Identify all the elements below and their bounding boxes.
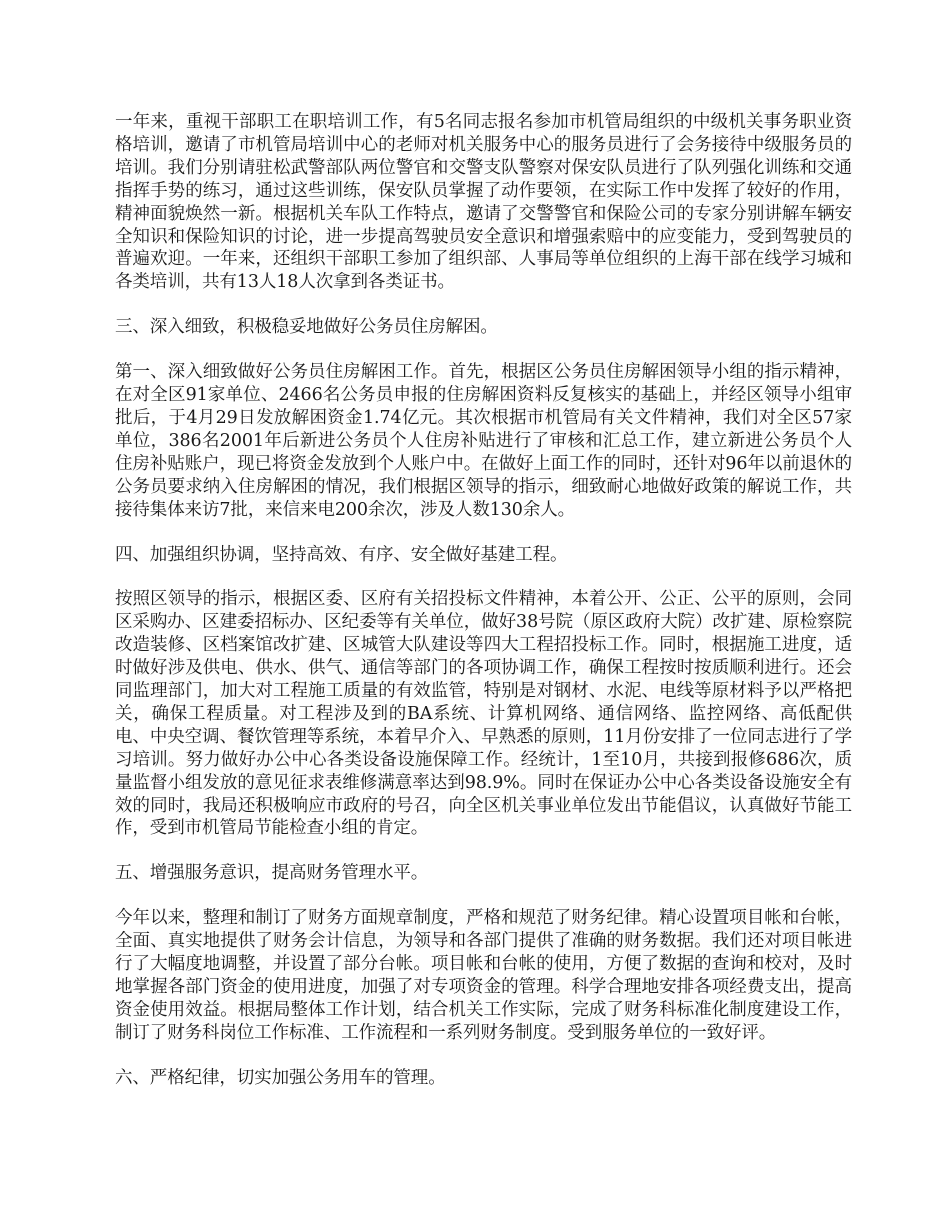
section-heading-finance: 五、增强服务意识，提高财务管理水平。 bbox=[115, 863, 429, 884]
paragraph-finance: 今年以来，整理和制订了财务方面规章制度，严格和规范了财务纪律。精心设置项目帐和台帐，全面、真实地提供了财务会计信息，为领导和各部门提供了准确的财务数据。我们还对项目帐进行了大幅度地调整，并设置了部分台帐。项目帐和台帐的使用，方便了数据的查询和校对，及时地掌握各部门资金的使用进度，加强了对专项资金的管理。科学合理地安排各项经费支出，提高资金使用效益。根据局整体工作计划，结合机关工作实际，完成了财务科标准化制度建设工作，制订了财务科岗位工作标准、工作流程和一系列财务制度。受到服务单位的一致好评。 bbox=[115, 908, 852, 1043]
section-heading-housing: 三、深入细致，积极稳妥地做好公务员住房解困。 bbox=[115, 317, 498, 338]
paragraph-housing: 第一、深入细致做好公务员住房解困工作。首先，根据区公务员住房解困领导小组的指示精神，在对全区91家单位、2466名公务员申报的住房解困资料反复核实的基础上，并经区领导小组审批后，于4月29日发放解困资金1.74亿元。其次根据市机管局有关文件精神，我们对全区57家单位，386名2001年后新进公务员个人住房补贴进行了审核和汇总工作，建立新进公务员个人住房补贴账户，现已将资金发放到个人账户中。在做好上面工作的同时，还针对96年以前退休的公务员要求纳入住房解困的情况，我们根据区领导的指示，细致耐心地做好政策的解说工作，共接待集体来访7批，来信来电200余次，涉及人数130余人。 bbox=[115, 362, 852, 520]
section-heading-vehicles: 六、严格纪律，切实加强公务用车的管理。 bbox=[115, 1067, 446, 1088]
paragraph-construction: 按照区领导的指示，根据区委、区府有关招投标文件精神，本着公开、公正、公平的原则，会同区采购办、区建委招标办、区纪委等有关单位，做好38号院（原区政府大院）改扩建、原检察院改造装修、区档案馆改扩建、区城管大队建设等四大工程招投标工作。同时，根据施工进度，适时做好涉及供电、供水、供气、通信等部门的各项协调工作，确保工程按时按质顺利进行。还会同监理部门，加大对工程施工质量的有效监管，特别是对钢材、水泥、电线等原材料予以严格把关，确保工程质量。对工程涉及到的BA系统、计算机网络、通信网络、监控网络、高低配供电、中央空调、餐饮管理等系统，本着早介入、早熟悉的原则，11月份安排了一位同志进行了学习培训。努力做好办公中心各类设备设施保障工作。经统计，1至10月，共接到报修686次，质量监督小组发放的意见征求表维修满意率达到98.9%。同时在保证办公中心各类设备设施安全有效的同时，我局还积极响应市政府的号召，向全区机关事业单位发出节能倡议，认真做好节能工作，受到市机管局节能检查小组的肯定。 bbox=[115, 589, 852, 839]
document-body bbox=[115, 111, 852, 1112]
paragraph-training: 一年来，重视干部职工在职培训工作，有5名同志报名参加市机管局组织的中级机关事务职业资格培训，邀请了市机管局培训中心的老师对机关服务中心的服务员进行了会务接待中级服务员的培训。我们分别请驻松武警部队两位警官和交警支队警察对保安队员进行了队列强化训练和交通指挥手势的练习，通过这些训练，保安队员掌握了动作要领，在实际工作中发挥了较好的作用，精神面貌焕然一新。根据机关车队工作特点，邀请了交警警官和保险公司的专家分别讲解车辆安全知识和保险知识的讨论，进一步提高驾驶员安全意识和增强索赔中的应变能力，受到驾驶员的普遍欢迎。一年来，还组织干部职工参加了组织部、人事局等单位组织的上海干部在线学习城和各类培训，共有13人18人次拿到各类证书。 bbox=[115, 112, 852, 293]
section-heading-construction: 四、加强组织协调，坚持高效、有序、安全做好基建工程。 bbox=[115, 544, 568, 565]
